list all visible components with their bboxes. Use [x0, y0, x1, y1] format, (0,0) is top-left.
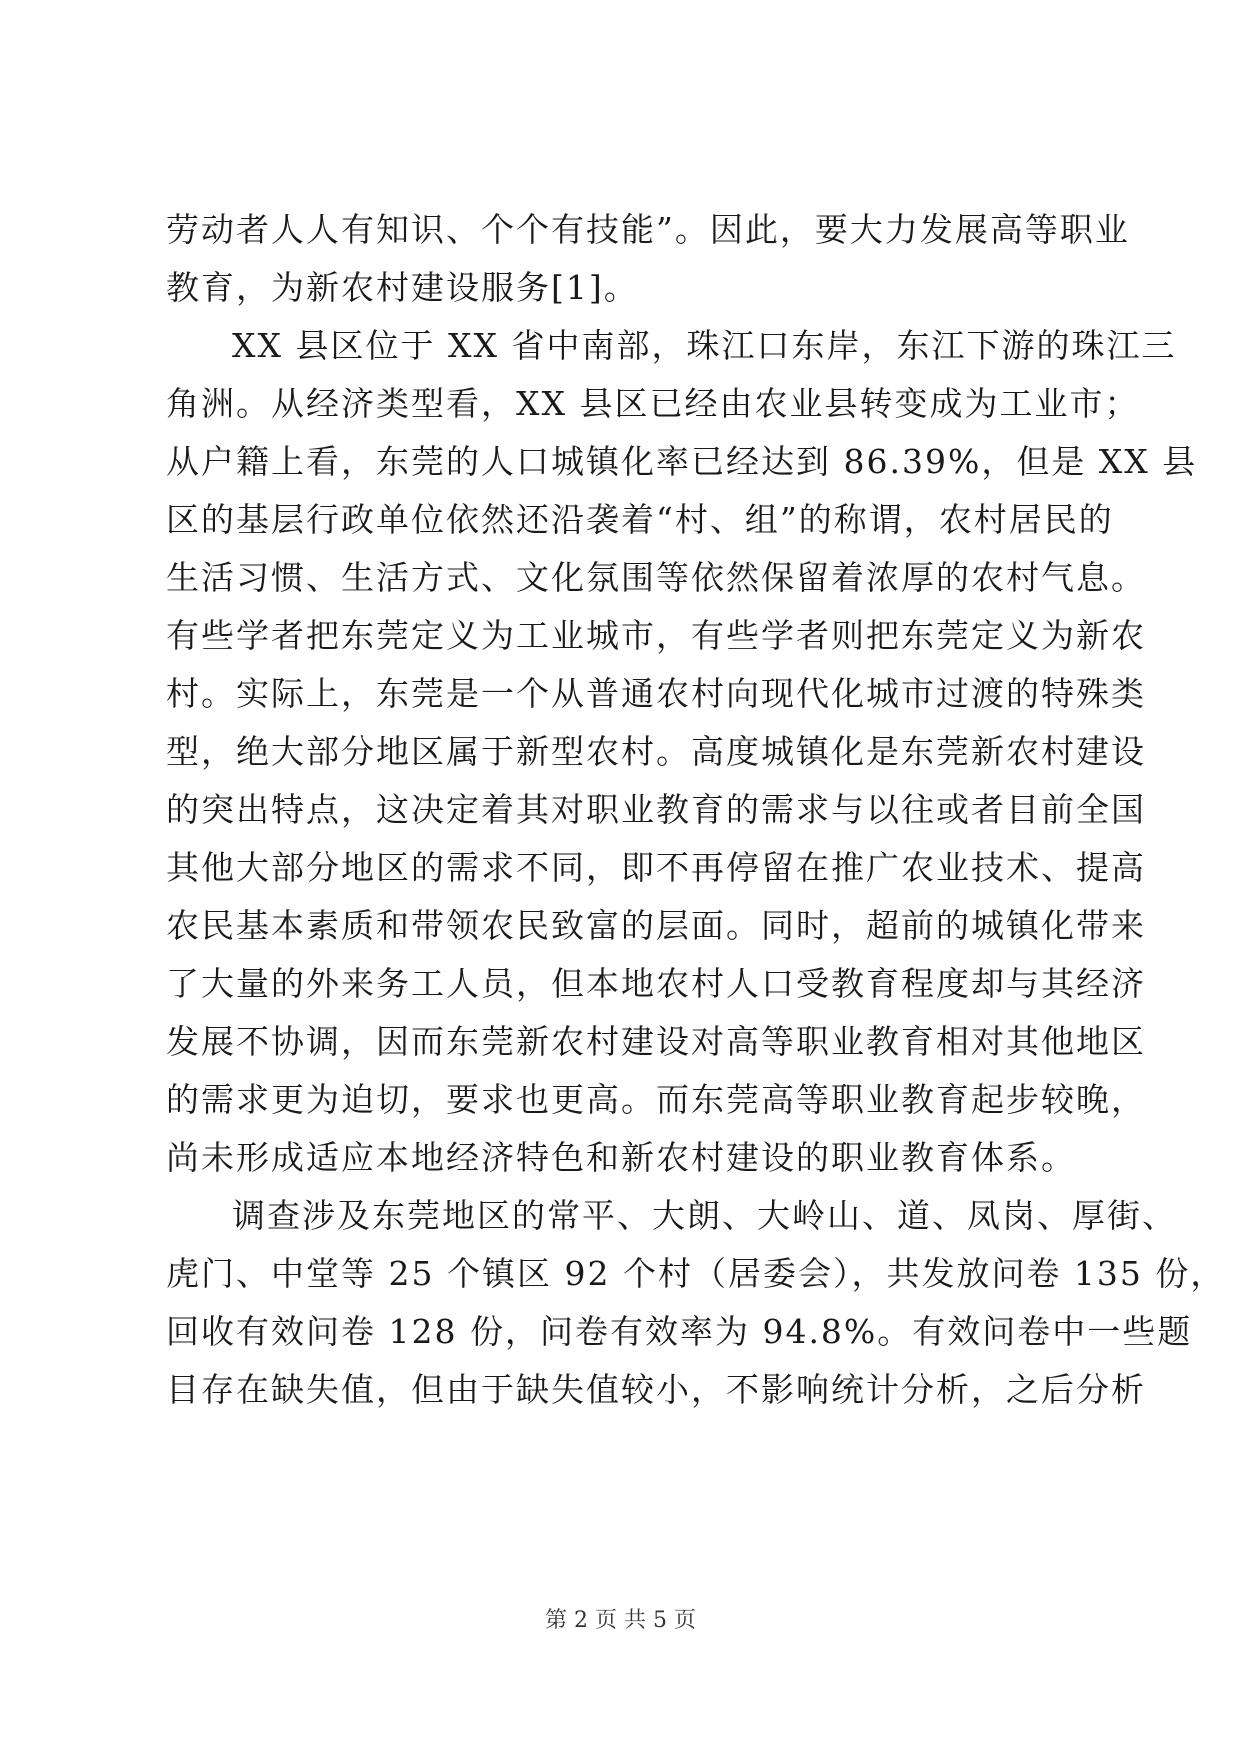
body-text-line: 劳动者人人有知识、个个有技能”。因此，要大力发展高等职业: [166, 210, 1130, 249]
body-text-line: 尚未形成适应本地经济特色和新农村建设的职业教育体系。: [166, 1138, 1076, 1177]
body-text-line: 虎门、中堂等 25 个镇区 92 个村（居委会），共发放问卷 135 份，: [166, 1254, 1226, 1293]
body-text-line: 目存在缺失值，但由于缺失值较小，不影响统计分析，之后分析: [166, 1370, 1146, 1409]
body-text-line: XX 县区位于 XX 省中南部，珠江口东岸，东江下游的珠江三: [232, 326, 1177, 365]
body-text-line: 其他大部分地区的需求不同，即不再停留在推广农业技术、提高: [166, 848, 1146, 887]
body-text-line: 教育，为新农村建设服务[1]。: [166, 268, 639, 307]
body-text-line: 了大量的外来务工人员，但本地农村人口受教育程度却与其经济: [166, 964, 1146, 1003]
page-footer: 第 2 页 共 5 页: [545, 1608, 696, 1633]
body-text-line: 回收有效问卷 128 份，问卷有效率为 94.8%。有效问卷中一些题: [166, 1312, 1193, 1351]
body-text-line: 农民基本素质和带领农民致富的层面。同时，超前的城镇化带来: [166, 906, 1146, 945]
body-text-line: 区的基层行政单位依然还沿袭着“村、组”的称谓，农村居民的: [166, 500, 1114, 539]
body-text-line: 型，绝大部分地区属于新型农村。高度城镇化是东莞新农村建设: [166, 732, 1146, 771]
body-text-line: 的突出特点，这决定着其对职业教育的需求与以往或者目前全国: [166, 790, 1146, 829]
body-text-line: 发展不协调，因而东莞新农村建设对高等职业教育相对其他地区: [166, 1022, 1146, 1061]
body-text-line: 村。实际上，东莞是一个从普通农村向现代化城市过渡的特殊类: [166, 674, 1146, 713]
body-text-line: 角洲。从经济类型看，XX 县区已经由农业县转变成为工业市；: [166, 384, 1140, 423]
body-text-line: 的需求更为迫切，要求也更高。而东莞高等职业教育起步较晚，: [166, 1080, 1146, 1119]
body-text-line: 从户籍上看，东莞的人口城镇化率已经达到 86.39%，但是 XX 县: [166, 442, 1198, 481]
body-text-line: 调查涉及东莞地区的常平、大朗、大岭山、道、凤岗、厚街、: [232, 1196, 1177, 1235]
body-text-line: 生活习惯、生活方式、文化氛围等依然保留着浓厚的农村气息。: [166, 558, 1146, 597]
body-text-line: 有些学者把东莞定义为工业城市，有些学者则把东莞定义为新农: [166, 616, 1146, 655]
